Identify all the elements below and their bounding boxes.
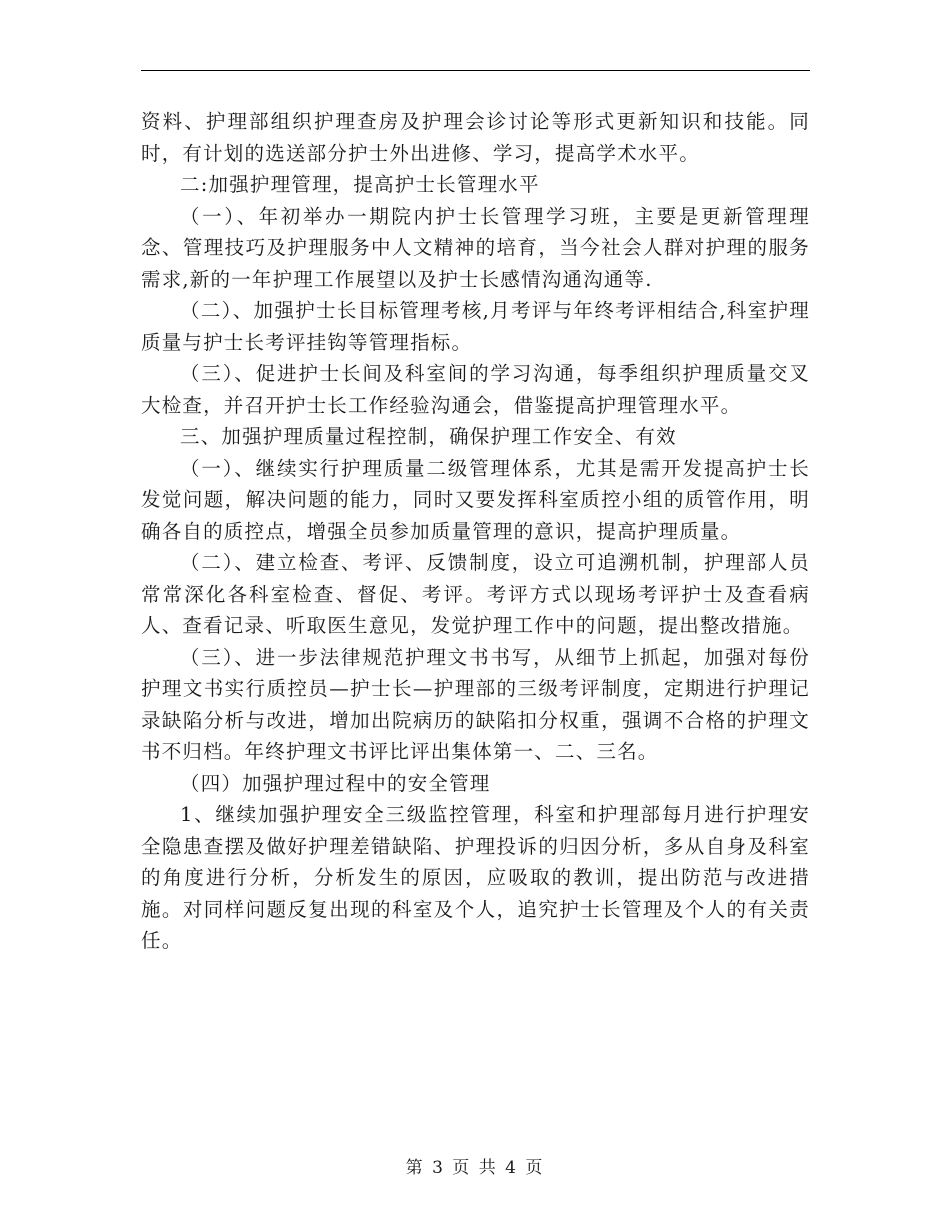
paragraph-8: （二）、建立检查、考评、反馈制度，设立可追溯机制，护理部人员常常深化各科室检查、督促、考评。考评方式以现场考评护士及查看病人、查看记录、听取医生意见，发觉护理工作中的问题，提出整改措施。: [141, 551, 810, 637]
paragraph-3: （一）、年初举办一期院内护士长管理学习班，主要是更新管理理念、管理技巧及护理服务中人文精神的培育，当今社会人群对护理的服务需求,新的一年护理工作展望以及护士长感情沟通沟通等.: [141, 204, 810, 291]
paragraph-11: 1、继续加强护理安全三级监控管理，科室和护理部每月进行护理安全隐患查摆及做好护理差错缺陷、护理投诉的归因分析，多从自身及科室的角度进行分析，分析发生的原因，应吸取的教训，提出防范与改进措施。对同样问题反复出现的科室及个人，追究护士长管理及个人的有关责任。: [141, 803, 810, 952]
page-number-footer: 第 3 页 共 4 页: [405, 1158, 545, 1178]
paragraph-1: 资料、护理部组织护理查房及护理会诊讨论等形式更新知识和技能。同时，有计划的选送部分护士外出进修、学习，提高学术水平。: [141, 110, 810, 165]
paragraph-7: （一）、继续实行护理质量二级管理体系，尤其是需开发提高护士长发觉问题，解决问题的能力，同时又要发挥科室质控小组的质管作用，明确各自的质控点，增强全员参加质量管理的意识，提高护理质量。: [141, 456, 810, 543]
paragraph-heading-4: （四）加强护理过程中的安全管理: [180, 771, 491, 795]
header-divider: [141, 70, 810, 71]
paragraph-9: （三）、进一步法律规范护理文书书写，从细节上抓起，加强对每份护理文书实行质控员—护士长—护理部的三级考评制度，定期进行护理记录缺陷分析与改进，增加出院病历的缺陷扣分权重，强调不合格的护理文书不归档。年终护理文书评比评出集体第一、二、三名。: [141, 645, 810, 763]
paragraph-5: （三）、促进护士长间及科室间的学习沟通，每季组织护理质量交叉大检查，并召开护士长工作经验沟通会，借鉴提高护理管理水平。: [141, 362, 810, 417]
paragraph-heading-3: 三、加强护理质量过程控制，确保护理工作安全、有效: [180, 425, 677, 448]
paragraph-4: （二）、加强护士长目标管理考核,月考评与年终考评相结合,科室护理质量与护士长考评挂钩等管理指标。: [141, 299, 810, 354]
paragraph-heading-2: 二:加强护理管理，提高护士长管理水平: [180, 173, 540, 196]
document-body: [141, 106, 810, 957]
